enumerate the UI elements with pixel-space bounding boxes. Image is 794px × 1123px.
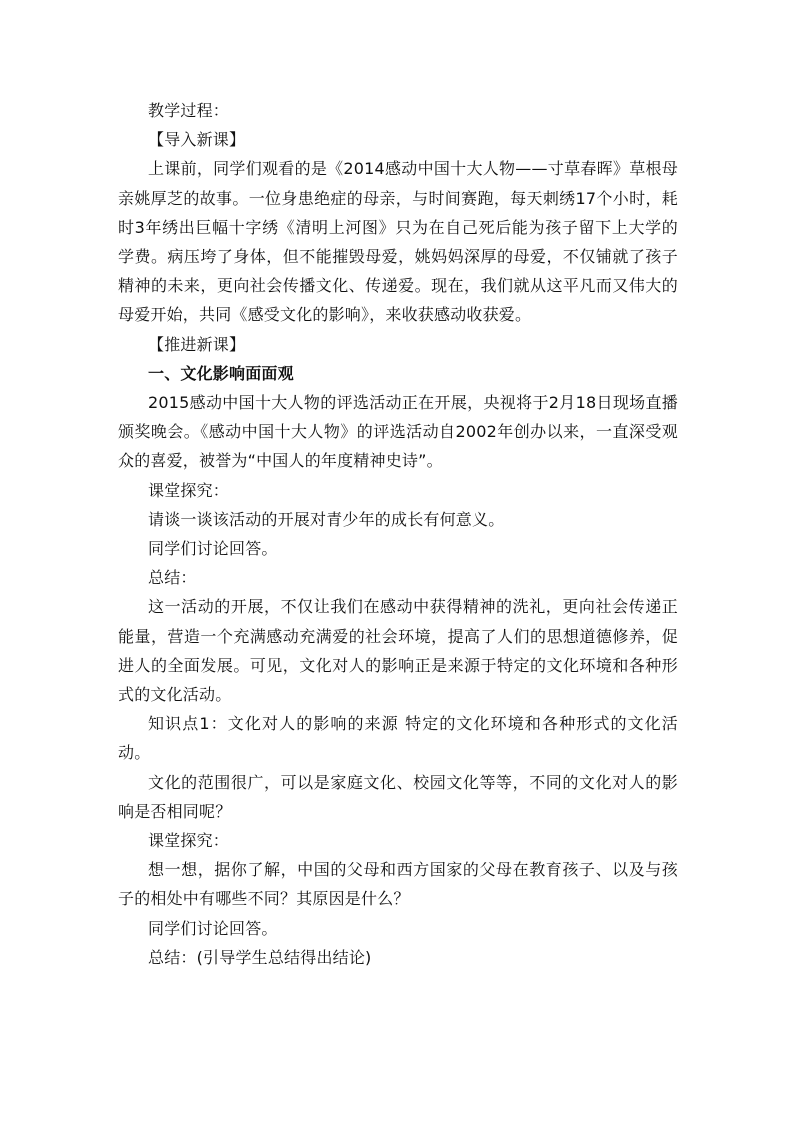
section-heading-advance: 【推进新课】 — [148, 334, 246, 354]
paragraph-event-intro: 2015感动中国十大人物的评选活动正在开展，央视将于2月18日现场直播颁奖晚会。《感动中国十大人物》的评选活动自2002年创办以来，一直深受观众的喜爱，被誉为“中国人的年度精神史诗”。 — [118, 393, 678, 471]
paragraph-teaching-process: 教学过程： — [148, 101, 230, 120]
question-paragraph: 请谈一谈该活动的开展对青少年的成长有何意义。 — [148, 509, 505, 529]
discussion-paragraph: 同学们讨论回答。 — [148, 539, 278, 559]
section-heading-intro: 【导入新课】 — [148, 130, 246, 150]
summary-label: 总结： — [148, 568, 197, 588]
question-paragraph-2: 想一想，据你了解，中国的父母和西方国家的父母在教育孩子、以及与孩子的相处中有哪些不同？其原因是什么？ — [118, 860, 678, 909]
classroom-inquiry-label: 课堂探究： — [148, 480, 230, 500]
subheading-culture-influence: 一、文化影响面面观 — [148, 363, 294, 383]
discussion-paragraph-2: 同学们讨论回答。 — [148, 918, 278, 938]
classroom-inquiry-label-2: 课堂探究： — [148, 831, 230, 851]
document-page — [118, 96, 678, 972]
paragraph-intro-story: 上课前，同学们观看的是《2014感动中国十大人物——寸草春晖》草根母亲姚厚芝的故事。一位身患绝症的母亲，与时间赛跑，每天刺绣17个小时，耗时3年绣出巨幅十字绣《清明上河图》只为在自己死后能为孩子留下上大学的学费。病压垮了身体，但不能摧毁母爱，姚妈妈深厚的母爱，不仅铺就了孩子精神的未来，更向社会传播文化、传递爱。现在，我们就从这平凡而又伟大的母爱开始，共同《感受文化的影响》，来收获感动收获爱。 — [118, 159, 678, 325]
knowledge-point: 知识点1：文化对人的影响的来源 特定的文化环境和各种形式的文化活动。 — [118, 714, 678, 763]
final-summary: 总结：(引导学生总结得出结论) — [148, 947, 372, 967]
summary-paragraph: 这一活动的开展，不仅让我们在感动中获得精神的洗礼，更向社会传递正能量，营造一个充满感动充满爱的社会环境，提高了人们的思想道德修养，促进人的全面发展。可见，文化对人的影响正是来源于特定的文化环境和各种形式的文化活动。 — [118, 597, 678, 705]
culture-range-paragraph: 文化的范围很广，可以是家庭文化、校园文化等等，不同的文化对人的影响是否相同呢？ — [118, 772, 678, 821]
